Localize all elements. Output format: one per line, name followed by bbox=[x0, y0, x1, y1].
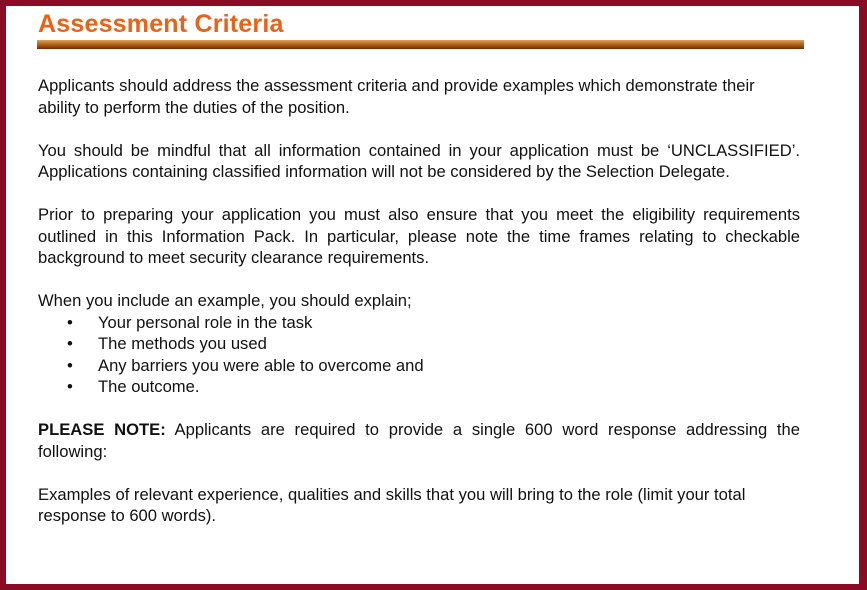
please-note-label: PLEASE NOTE: bbox=[38, 420, 166, 439]
paragraph-unclassified: You should be mindful that all information contained in your application must be ‘UNCLASSIFIED’. Applications containing classified information will not be considered by the Selection Delegate. bbox=[38, 140, 800, 181]
title-underline-divider bbox=[37, 40, 804, 49]
bullet-icon: • bbox=[67, 334, 73, 353]
document-body bbox=[38, 75, 800, 527]
list-item bbox=[38, 355, 800, 377]
list-item bbox=[38, 312, 800, 334]
bullet-icon: • bbox=[67, 312, 73, 332]
bullet-icon: • bbox=[67, 355, 73, 375]
please-note-paragraph bbox=[38, 419, 800, 462]
list-item bbox=[38, 376, 800, 398]
example-intro: When you include an example, you should explain; bbox=[38, 291, 412, 310]
list-item-text: The methods you used bbox=[98, 334, 267, 353]
example-bullet-list bbox=[38, 312, 800, 398]
document-page bbox=[6, 6, 859, 584]
paragraph-intro: Applicants should address the assessment criteria and provide examples which demonstrate their ability to perform the duties of the position. bbox=[38, 76, 755, 117]
list-item-text: The outcome. bbox=[98, 377, 200, 396]
please-note-text: Applicants are required to provide a single 600 word response addressing the following: bbox=[38, 420, 801, 461]
paragraph-eligibility: Prior to preparing your application you must also ensure that you meet the eligibility requirements outlined in this Information Pack. In particular, please note the time frames relating to checkable background to meet security clearance requirements. bbox=[38, 205, 800, 267]
list-item-text: Your personal role in the task bbox=[98, 312, 313, 332]
bullet-icon: • bbox=[67, 377, 73, 396]
list-item bbox=[38, 333, 800, 355]
page-title: Assessment Criteria bbox=[38, 10, 284, 38]
list-item-text: Any barriers you were able to overcome and bbox=[98, 355, 424, 375]
paragraph-closing: Examples of relevant experience, qualities and skills that you will bring to the role (limit your total response to 600 words). bbox=[38, 484, 746, 525]
